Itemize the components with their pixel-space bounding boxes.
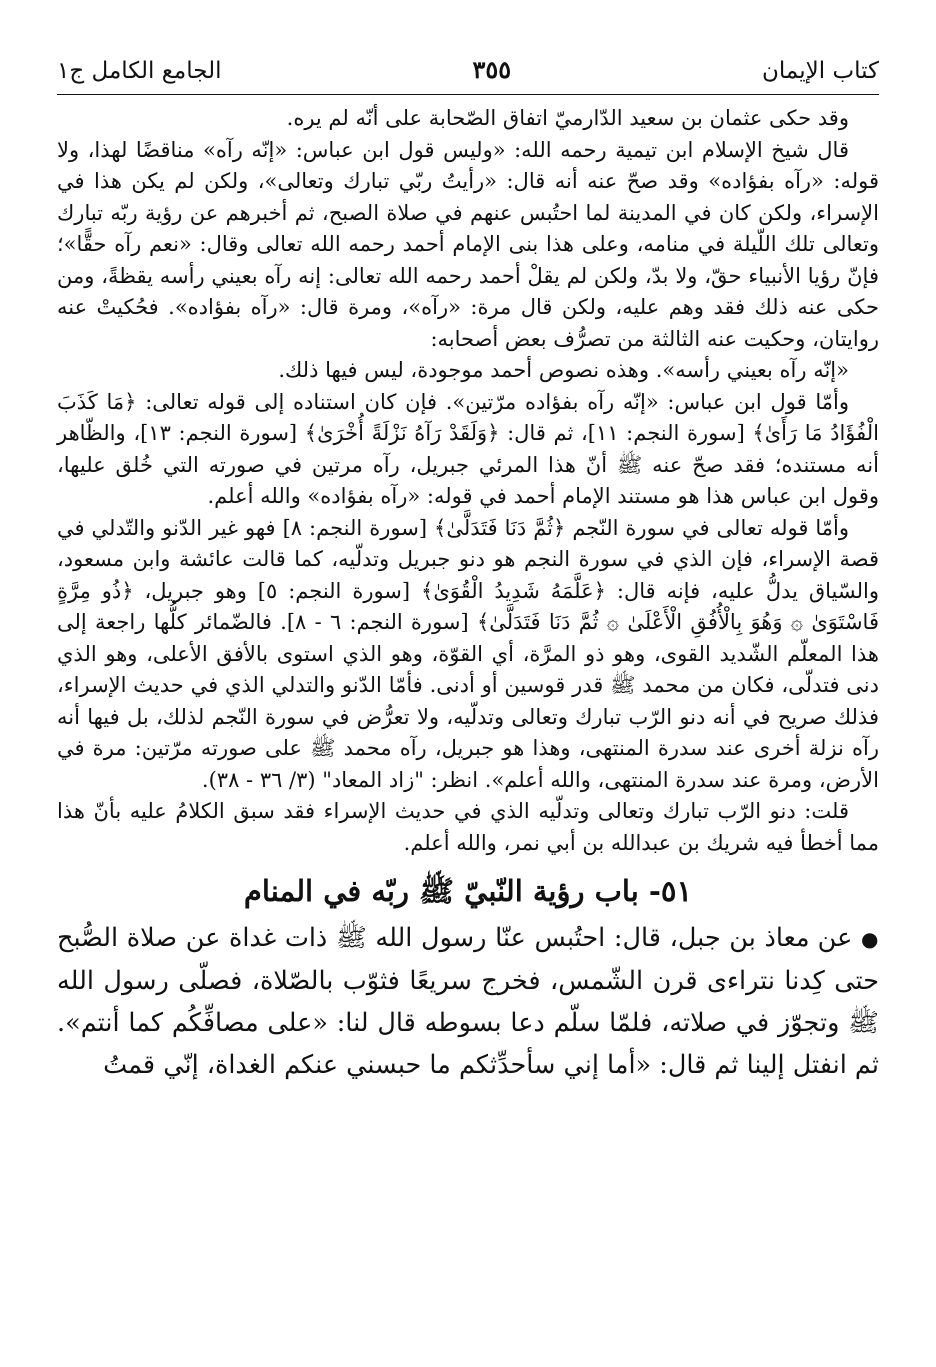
paragraph-ibn-taymiyyah: قال شيخ الإسلام ابن تيمية رحمه الله: «وليس قول ابن عباس: «إنّه رآه» مناقضًا لهذا، ولا قوله: «رآه بفؤاده» وقد صحّ عنه أنه قال: «رأيتُ ربّي تبارك وتعالى»، ولكن لم يكن هذا في الإسراء، ولكن كان في المدينة لما احتُبس عنهم في صلاة الصبح، ثم أخبرهم عن رؤية ربّه تبارك وتعالى تلك اللّيلة في منامه، وعلى هذا بنى الإمام أحمد رحمه الله تعالى وقال: «نعم رآه حقًّا»؛ فإنّ رؤيا الأنبياء حقّ، ولا بدّ، ولكن لم يقلْ أحمد رحمه الله تعالى: إنه رآه بعيني رأسه يقظةً، ومن حكى عنه ذلك فقد وهم عليه، ولكن قال مرة: «رآه»، ومرة قال: «رآه بفؤاده». فحُكيتْ عنه روايتان، وحكيت عنه الثالثة من تصرُّف بعض أصحابه: xyxy=(57,137,879,351)
hadith-text-block xyxy=(57,917,879,1086)
collection-title: الجامع الكامل ج١ xyxy=(57,58,222,84)
hadith-text: عن معاذ بن جبل، قال: احتُبس عنّا رسول الله ﷺ ذات غداة عن صلاة الصُّبح حتى كِدنا نتراءى قرن الشّمس، فخرج سريعًا فثوّب بالصّلاة، فصلّى رسول الله ﷺ وتجوّز في صلاته، فلمّا سلّم دعا بسوطه قال لنا: «على مصافِّكُم كما أنتم». ثم انفتل إلينا ثم قال: «أما إني سأحدِّثكم ما حبسني عنكم الغداة، إنّي قمتُ xyxy=(57,923,879,1080)
paragraph-darimi: وقد حكى عثمان بن سعيد الدّارميّ اتفاق الصّحابة على أنّه لم يره. xyxy=(286,106,849,130)
paragraph-surat-al-najm: وأمّا قوله تعالى في سورة النّجم ﴿ثُمَّ دَنَا فَتَدَلَّىٰ﴾ [سورة النجم: ٨] فهو غير الدّنو والتّدلي في قصة الإسراء، فإن الذي في سورة النجم هو دنو جبريل وتدلّيه، كما قالت عائشة وابن مسعود، والسّياق يدلُّ عليه، فإنه قال: ﴿عَلَّمَهُ شَدِيدُ الْقُوَىٰ﴾ [سورة النجم: ٥] وهو جبريل، ﴿ذُو مِرَّةٍ فَاسْتَوَىٰ ۞ وَهُوَ بِالْأُفُقِ الْأَعْلَىٰ ۞ ثُمَّ دَنَا فَتَدَلَّىٰ﴾ [سورة النجم: ٦ - ٨]. فالضّمائر كلُّها راجعة إلى هذا المعلّم الشّديد القوى، وهو ذو المرَّة، أي القوّة، وهو الذي استوى بالأفق الأعلى، وهو الذي دنى فتدلّى، فكان من محمد ﷺ قدر قوسين أو أدنى. فأمّا الدّنو والتدلي الذي في حديث الإسراء، فذلك صريح في أنه دنو الرّب تبارك وتعالى وتدلّيه، ولا تعرُّض في سورة النّجم لذلك، بل فيها أنه رآه نزلة أخرى عند سدرة المنتهى، وهذا هو جبريل، رآه محمد ﷺ على صورته مرّتين: مرة في الأرض، ومرة عند سدرة المنتهى، والله أعلم». انظر: "زاد المعاد" (٣/ ٣٦ - ٣٨). xyxy=(57,515,879,792)
running-header xyxy=(57,50,879,90)
page-number: ٣٥٥ xyxy=(472,55,512,84)
paragraph-ahmad-texts: «إنّه رآه بعيني رأسه». وهذه نصوص أحمد موجودة، ليس فيها ذلك. xyxy=(278,358,849,382)
book-title: كتاب الإيمان xyxy=(762,58,879,84)
bullet-icon: ● xyxy=(860,927,880,951)
chapter-title: ٥١- باب رؤية النّبيّ ﷺ ربّه في المنام xyxy=(243,874,693,908)
paragraph-author-note: قلت: دنو الرّب تبارك وتعالى وتدلّيه الذي في حديث الإسراء فقد سبق الكلامُ عليه بأنّ هذا مما أخطأ فيه شريك بن عبدالله بن أبي نمر، والله أعلم. xyxy=(57,799,879,855)
paragraph-ibn-abbas: وأمّا قول ابن عباس: «إنّه رآه بفؤاده مرّتين». فإن كان استناده إلى قوله تعالى: ﴿مَا كَذَبَ الْفُؤَادُ مَا رَأَىٰ﴾ [سورة النجم: ١١]، ثم قال: ﴿وَلَقَدْ رَآهُ نَزْلَةً أُخْرَىٰ﴾ [سورة النجم: ١٣]، والظّاهر أنه مستنده؛ فقد صحّ عنه ﷺ أنّ هذا المرئي جبريل، رآه مرتين في صورته التي خُلق عليها، وقول ابن عباس هذا هو مستند الإمام أحمد في قوله: «رآه بفؤاده» والله أعلم. xyxy=(57,389,879,508)
header-rule xyxy=(57,94,879,95)
